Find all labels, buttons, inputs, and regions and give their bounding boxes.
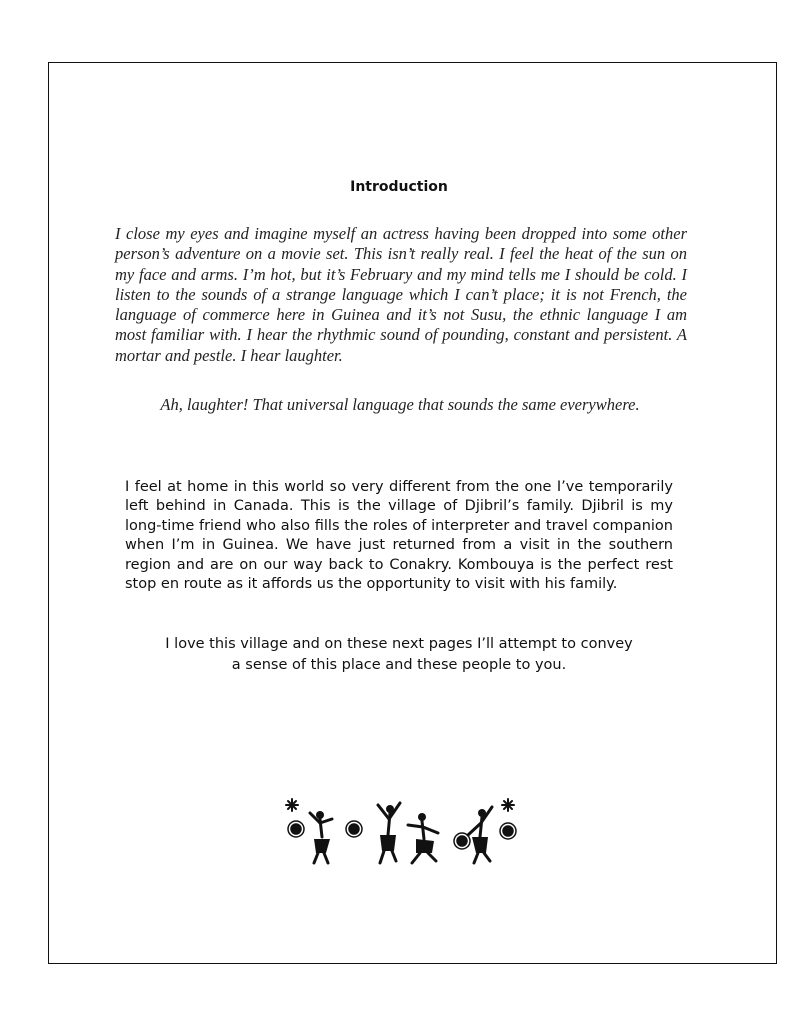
star-ornament-left-icon bbox=[286, 799, 298, 811]
dancer-figure-icon bbox=[310, 811, 332, 863]
body-paragraph bbox=[125, 478, 673, 594]
closing-paragraph bbox=[0, 634, 798, 676]
closing-line-1: I love this village and on these next pages I’ll attempt to convey bbox=[165, 636, 633, 652]
star-ornament-right-icon bbox=[502, 799, 514, 811]
body-paragraph-text: I feel at home in this world so very different from the one I’ve temporarily left behind in Canada. This is the village of Djibril’s family. Djibril is my long-time friend who also fills the roles of interpreter and travel companion when I’m in Guinea. We have just returned from a visit in the southern region and are on our way back to Conakry. Kombouya is the perfect rest stop en route as it affords us the opportunity to visit with his family. bbox=[125, 479, 673, 593]
dancing-figures-icon bbox=[282, 795, 518, 867]
dancer-figure-icon bbox=[468, 807, 492, 863]
dancer-figure-icon bbox=[408, 813, 438, 863]
page-title: Introduction bbox=[350, 179, 448, 195]
dancer-figure-icon bbox=[378, 803, 400, 863]
intro-paragraph: I close my eyes and imagine myself an actress having been dropped into some other person’s adventure on a movie set. This isn’t really real. I feel the heat of the sun on my face and arms. I’m hot, but it’s February and my mind tells me I should be cold. I listen to the sounds of a strange language which I can’t place; it is not French, the language of commerce here in Guinea and it’s not Susu, the ethnic language I am most familiar with. I hear the rhythmic sound of pounding, constant and persistent. A mortar and pestle. I hear laughter. bbox=[115, 224, 687, 365]
laughter-quote: Ah, laughter! That universal language that sounds the same everywhere. bbox=[160, 395, 640, 414]
closing-line-2: a sense of this place and these people to you. bbox=[231, 657, 567, 673]
